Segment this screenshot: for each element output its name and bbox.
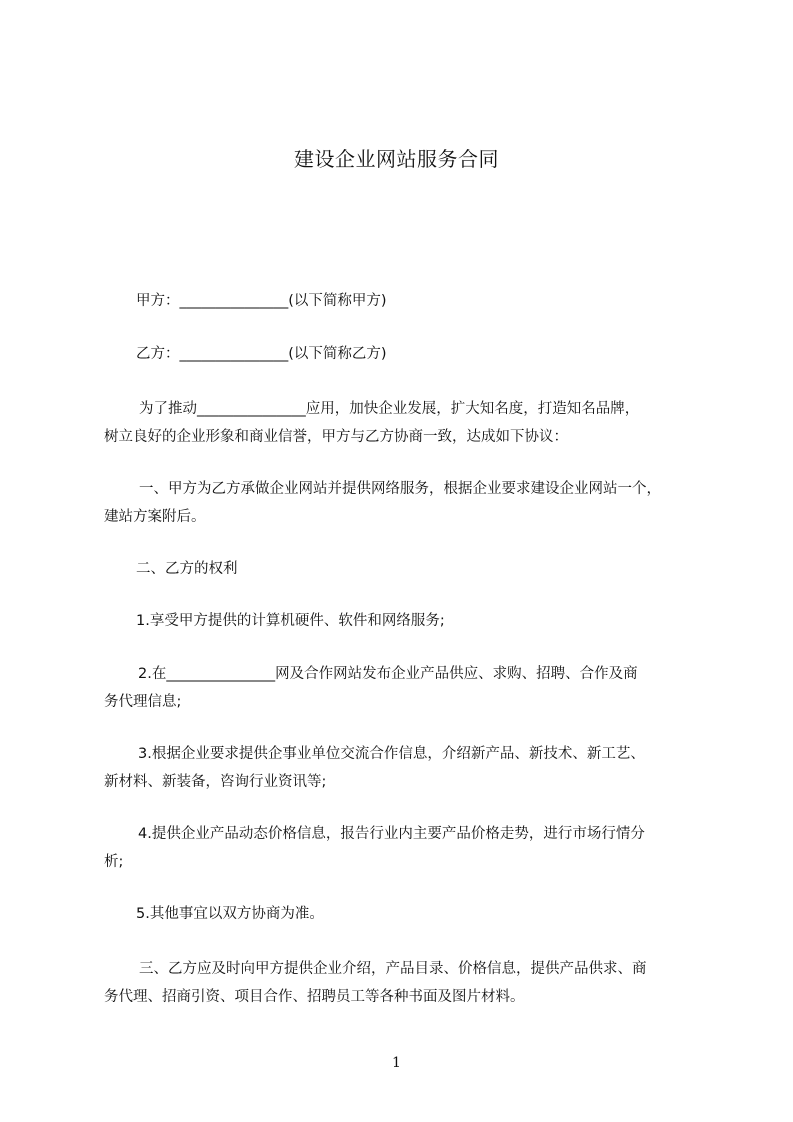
party-b-text: 乙方：_______________(以下简称乙方) bbox=[136, 346, 387, 362]
purpose-paragraph bbox=[104, 395, 709, 451]
rights-item-5-text: 5.其他事宜以双方协商为准。 bbox=[136, 906, 324, 922]
party-b-line bbox=[104, 340, 709, 368]
document-title: 建设企业网站服务合同 bbox=[294, 147, 499, 171]
purpose-line-1: 为了推动_______________应用，加快企业发展，扩大知名度，打造知名品牌， bbox=[139, 401, 640, 417]
purpose-line-2: 树立良好的企业形象和商业信誉，甲方与乙方协商一致，达成如下协议： bbox=[104, 429, 568, 445]
clause-three-line-2: 务代理、招商引资、项目合作、招聘员工等各种书面及图片材料。 bbox=[104, 989, 525, 1005]
rights-item-4-line-2: 析; bbox=[104, 854, 124, 870]
clause-two-heading-text: 二、乙方的权利 bbox=[136, 561, 238, 577]
rights-item-3-line-2: 新材料、新装备，咨询行业资讯等; bbox=[104, 774, 327, 790]
rights-item-3 bbox=[104, 740, 709, 796]
rights-item-1 bbox=[104, 607, 709, 635]
rights-item-2 bbox=[104, 660, 709, 716]
clause-one-line-1: 一、甲方为乙方承做企业网站并提供网络服务，根据企业要求建设企业网站一个， bbox=[139, 481, 661, 497]
clause-two-heading bbox=[104, 555, 709, 583]
clause-three-line-1: 三、乙方应及时向甲方提供企业介绍，产品目录、价格信息，提供产品供求、商 bbox=[139, 961, 647, 977]
clause-three-paragraph bbox=[104, 955, 709, 1011]
party-a-line bbox=[104, 287, 709, 315]
party-a-text: 甲方：_______________(以下简称甲方) bbox=[136, 293, 387, 309]
rights-item-1-text: 1.享受甲方提供的计算机硬件、软件和网络服务; bbox=[136, 613, 445, 629]
clause-one-paragraph bbox=[104, 475, 709, 531]
rights-item-3-line-1: 3.根据企业要求提供企事业单位交流合作信息，介绍新产品、新技术、新工艺、 bbox=[138, 746, 645, 762]
clause-one-line-2: 建站方案附后。 bbox=[104, 509, 206, 525]
rights-item-2-line-1: 2.在_______________网及合作网站发布企业产品供应、求购、招聘、合作及商 bbox=[138, 666, 638, 682]
page-number: 1 bbox=[392, 1055, 401, 1071]
rights-item-5 bbox=[104, 900, 709, 928]
rights-item-4-line-1: 4.提供企业产品动态价格信息，报告行业内主要产品价格走势，进行市场行情分 bbox=[138, 826, 645, 842]
rights-item-2-line-2: 务代理信息; bbox=[104, 694, 182, 710]
rights-item-4 bbox=[104, 820, 709, 876]
